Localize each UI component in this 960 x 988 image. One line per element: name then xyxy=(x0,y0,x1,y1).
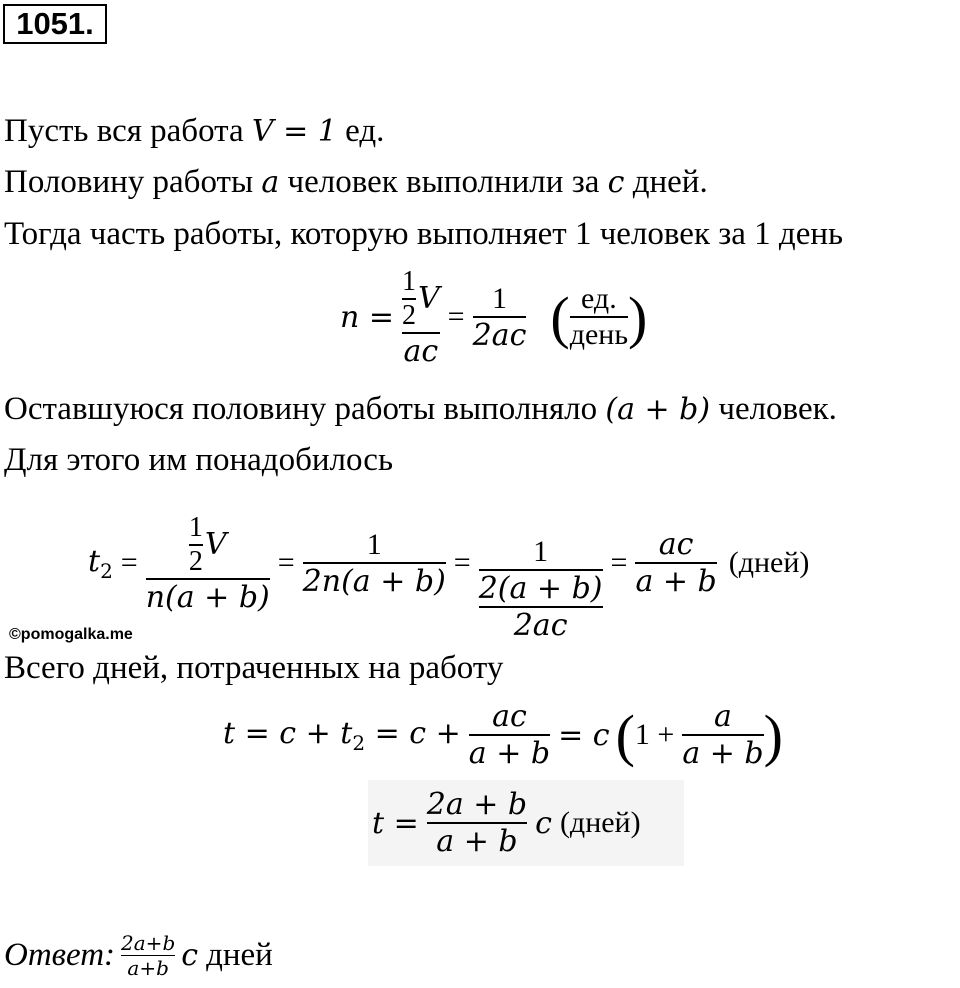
math-v-eq-1: V = 1 xyxy=(251,114,337,149)
formula-n: n = $\frac{1}{2}$ V ac = $\frac{1}{2ac}$ ( $\frac{ед.}{\text{день}}$ ) xyxy=(340,265,648,369)
answer-label: Ответ: xyxy=(4,936,116,973)
fraction-half: $\frac{1}{2}$ xyxy=(402,265,416,331)
fraction-1-over-2n-ab: $\frac{1}{2n(a + b)}$ xyxy=(302,527,446,599)
fraction-1-over-compound: 1 2(a + b) 2ac xyxy=(478,535,603,643)
fraction-2a-b-over-a-b: $\frac{2a + b}{a + b}$ xyxy=(426,787,528,859)
fraction-ac-over-ab: $\frac{ac}{a + b}$ xyxy=(635,527,717,599)
watermark: ©pomogalka.me xyxy=(9,626,133,643)
fraction-1-over-2ac: $\frac{1}{2ac}$ xyxy=(472,281,527,353)
fraction-half-v-over-n-ab: $\frac{1}{2}$ V n(a + b) xyxy=(145,511,270,615)
math-c: c xyxy=(607,165,625,200)
text-line-2: Половину работы a человек выполнили за c дней. xyxy=(4,164,708,200)
math-a: a xyxy=(261,165,280,200)
formula-t2: $t_2$ = $\frac{1}{2}$ V n(a + b) = $\frac{1}{2n(a + b)}$ = 1 2(a + b) 2ac = $\frac{ac}{a + b}$ (дней) xyxy=(88,511,810,643)
formula-t: $t = c + t_2 = c$ + $\frac{ac}{a + b}$ = c ( 1 + $\frac{a}{a + b}$ ) xyxy=(223,699,783,771)
fraction-ac-over-ab-2: $\frac{ac}{a + b}$ xyxy=(468,699,551,771)
text-line-4: Оставшуюся половину работы выполняло (a + b) человек. xyxy=(4,391,837,427)
answer: Ответ: $\frac{2a+b}{a+b}$ c дней xyxy=(4,930,273,980)
fraction-a-over-ab: $\frac{a}{a + b}$ xyxy=(682,699,764,771)
text-line-3: Тогда часть работы, которую выполняет 1 человек за 1 день xyxy=(4,216,844,252)
fraction-unit-per-day: $\frac{ед.}{\text{день}}$ xyxy=(569,282,629,351)
formula-final-highlight: t = $\frac{2a + b}{a + b}$ c (дней) xyxy=(368,780,684,866)
text-line-1: Пусть вся работа V = 1 ед. xyxy=(4,113,385,149)
text-line-6: Всего дней, потраченных на работу xyxy=(4,650,504,686)
math-a-plus-b: (a + b) xyxy=(605,392,711,427)
text-line-5: Для этого им понадобилось xyxy=(4,442,394,478)
answer-fraction: $\frac{2a+b}{a+b}$ xyxy=(121,930,176,980)
problem-number: 1051. xyxy=(3,4,107,44)
fraction-half-v-over-ac: $\frac{1}{2}$ V ac xyxy=(402,265,440,369)
